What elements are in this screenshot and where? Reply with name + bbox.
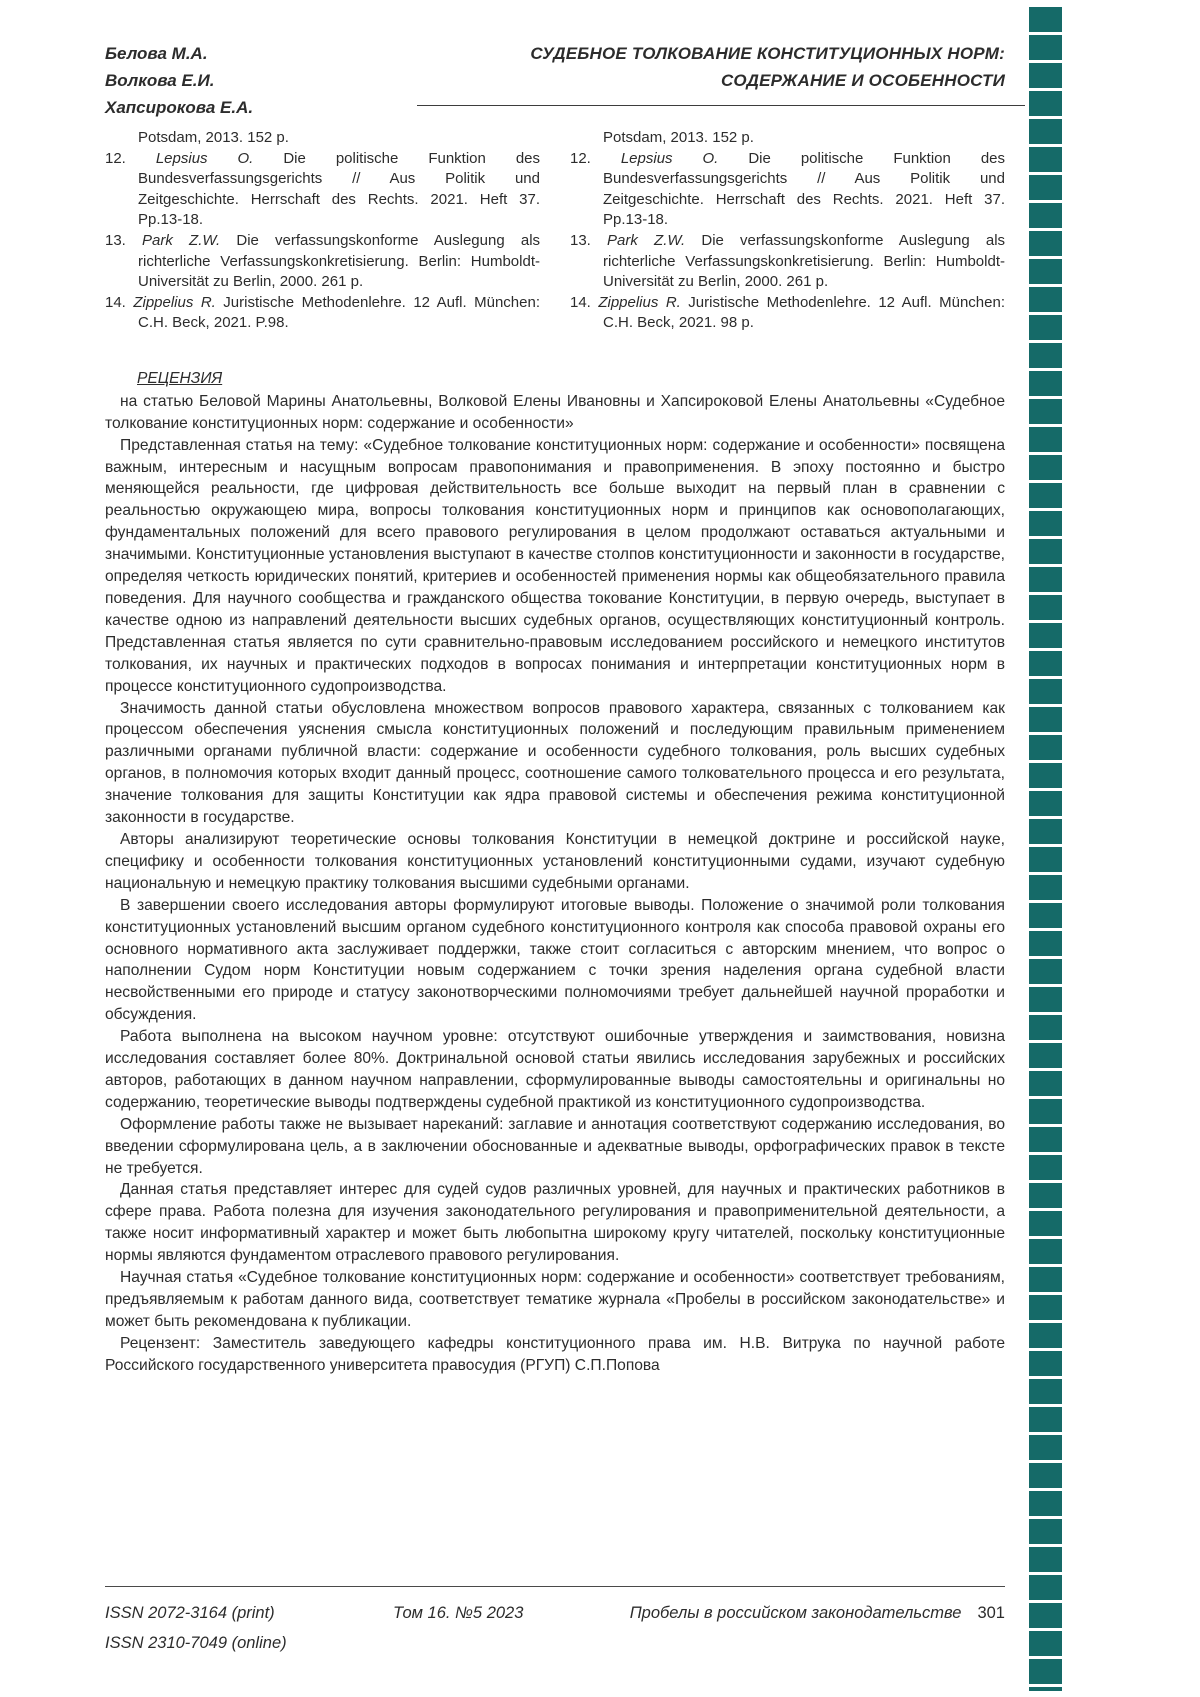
review-paragraph: на статью Беловой Марины Анатольевны, Волковой Елены Ивановны и Хапсироковой Елены Анатольевны «Судебное толкование конституционных норм: содержание и особенности» xyxy=(105,392,1005,432)
reference-item: Potsdam, 2013. 152 p. xyxy=(138,129,289,146)
review-paragraph: Научная статья «Судебное толкование конституционных норм: содержание и особенности» соответствует требованиям, предъявляемым к работам данного вида, соответствует тематике журнала «Пробелы в российском законодательстве» и может быть рекомендована к публикации. xyxy=(105,1269,1005,1330)
page-header xyxy=(105,40,1005,121)
references-right-column xyxy=(570,128,1005,334)
issn-online: ISSN 2310-7049 (online) xyxy=(105,1634,287,1652)
reference-item: 14. Zippelius R. Juristische Methodenlehre. 12 Aufl. München: C.H. Beck, 2021. 98 p. xyxy=(570,293,1005,332)
page-content xyxy=(105,128,1005,1377)
reference-item: 12. Lepsius O. Die politische Funktion des Bundesverfassungsgerichts // Aus Politik und Zeitgeschichte. Herrschaft des Rechts. 2021. Heft 37. Pp.13-18. xyxy=(105,149,541,229)
header-rule xyxy=(417,105,1025,106)
review-heading: РЕЦЕНЗИЯ xyxy=(137,369,223,387)
reference-item: 13. Park Z.W. Die verfassungskonforme Auslegung als richterliche Verfassungskonkretisierung. Berlin: Humboldt-Universität zu Berlin, 2000. 261 p. xyxy=(570,231,1006,291)
journal-name: Пробелы в российском законодательстве xyxy=(629,1604,962,1622)
issn-block xyxy=(105,1598,287,1658)
review-paragraph: Работа выполнена на высоком научном уровне: отсутствуют ошибочные утверждения и заимствования, новизна исследования составляет более 80%. Доктринальной основой статьи явились исследования зарубежных и российских авторов, работающих в данном научном направлении, сформулированные выводы самостоятельны и оригинальны но содержанию, теоретические выводы подтверждены судебной практикой из конституционного судопроизводства. xyxy=(105,1028,1005,1111)
author-name: Волкова Е.И. xyxy=(105,71,215,90)
review-paragraph: Значимость данной статьи обусловлена множеством вопросов правового характера, связанных с толкованием как процессом обеспечения уяснения смысла конституционных положений и последующим правильным применением различными органами публичной власти: содержание и особенности судебного толкования, роль высших судебных органов, в полномочия которых входит данный процесс, соотношение самого толковательного процесса и его результата, значение толкования для защиты Конституции как ядра правовой системы и обеспечения режима конституционной законности в государстве. xyxy=(105,699,1005,827)
decorative-side-bar xyxy=(1029,7,1062,1691)
page-number: 301 xyxy=(977,1604,1005,1622)
review-paragraph: Оформление работы также не вызывает нареканий: заглавие и аннотация соответствуют содержанию исследования, во введении сформулирована цель, а в заключении обоснованные и адекватные выводы, орфографических правок в тексте не требуется. xyxy=(105,1115,1005,1177)
title-line-2: СОДЕРЖАНИЕ И ОСОБЕННОСТИ xyxy=(720,71,1005,90)
volume-issue: Том 16. №5 2023 xyxy=(392,1604,524,1622)
page-footer xyxy=(105,1586,1005,1658)
review-paragraph: Представленная статья на тему: «Судебное толкование конституционных норм: содержание и особенности» посвящена важным, интересным и насущным вопросам правопонимания и правоприменения. В эпоху постоянно и быстро меняющейся реальности, где цифровая действительность все больше выходит на первый план в сравнении с реальностью окружающею мира, вопросы толкования конституционных норм и принципов как основополагающих, фундаментальных положений для всего правового регулирования в целом продолжают оставаться актуальными и значимыми. Конституционные установления выступают в качестве столпов конституционности и законности в государстве, определяя четкость юридических понятий, критериев и особенностей применения нормы как общеобязательного правила поведения. Для научного сообщества и гражданского общества токование Конституции, в первую очередь, выступает в качестве одною из направлений деятельности высших судебных органов, осуществляющих конституционный контроль. Представленная статья является по сути сравнительно-правовым исследованием российского и немецкого институтов толкования, их научных и практических подходов в вопросах понимания и интерпретации конституционных норм в процессе конституционного судопроизводства. xyxy=(105,436,1005,695)
author-list xyxy=(105,40,253,121)
author-name: Хапсирокова Е.А. xyxy=(105,98,254,117)
article-title xyxy=(530,40,1005,94)
footer-right xyxy=(630,1598,1005,1628)
reference-item: 12. Lepsius O. Die politische Funktion des Bundesverfassungsgerichts // Aus Politik und Zeitgeschichte. Herrschaft des Rechts. 2021. Heft 37. Pp.13-18. xyxy=(570,149,1006,229)
references-left-column xyxy=(105,128,540,334)
review-paragraph: Данная статья представляет интерес для судей судов различных уровней, для научных и практических работников в сфере права. Работа полезна для изучения законодательного регулирования и правоприменительной деятельности, а также носит информативный характер и может быть любопытна широкому кругу читателей, поскольку конституционные нормы являются фундаментом отраслевого правового регулирования. xyxy=(105,1181,1005,1265)
reference-item: 14. Zippelius R. Juristische Methodenlehre. 12 Aufl. München: C.H. Beck, 2021. P.98. xyxy=(105,293,540,332)
references-section xyxy=(105,128,1005,334)
author-name: Белова М.А. xyxy=(105,44,208,63)
reference-item: Potsdam, 2013. 152 p. xyxy=(603,129,754,146)
title-line-1: СУДЕБНОЕ ТОЛКОВАНИЕ КОНСТИТУЦИОННЫХ НОРМ: xyxy=(530,44,1005,63)
review-section xyxy=(105,368,1005,1377)
issn-print: ISSN 2072-3164 (print) xyxy=(105,1604,275,1622)
review-paragraph: Рецензент: Заместитель заведующего кафедры конституционного права им. Н.В. Витрука по научной работе Российского государственного университета правосудия (РГУП) С.П.Попова xyxy=(105,1334,1005,1374)
reference-item: 13. Park Z.W. Die verfassungskonforme Auslegung als richterliche Verfassungskonkretisierung. Berlin: Humboldt-Universität zu Berlin, 2000. 261 p. xyxy=(105,231,541,291)
review-paragraph: Авторы анализируют теоретические основы толкования Конституции в немецкой доктрине и российской науке, специфику и особенности толкования конституционных установлений конституционными судами, изучают судебную национальную и немецкую практику толкования высшими судебными органами. xyxy=(105,830,1005,892)
review-paragraph: В завершении своего исследования авторы формулируют итоговые выводы. Положение о значимой роли толкования конституционных установлений высшим органом судебного конституционного контроля как способа правовой охраны его основного нормативного акта заслуживает поддержки, также стоит согласиться с авторским мнением, что вопрос о наполнении Судом норм Конституции новым содержанием с точки зрения наделения органа судебной власти несвойственными его природе и статусу законотворческими полномочиями требует дальнейшей научной проработки и обсуждения. xyxy=(105,896,1005,1024)
